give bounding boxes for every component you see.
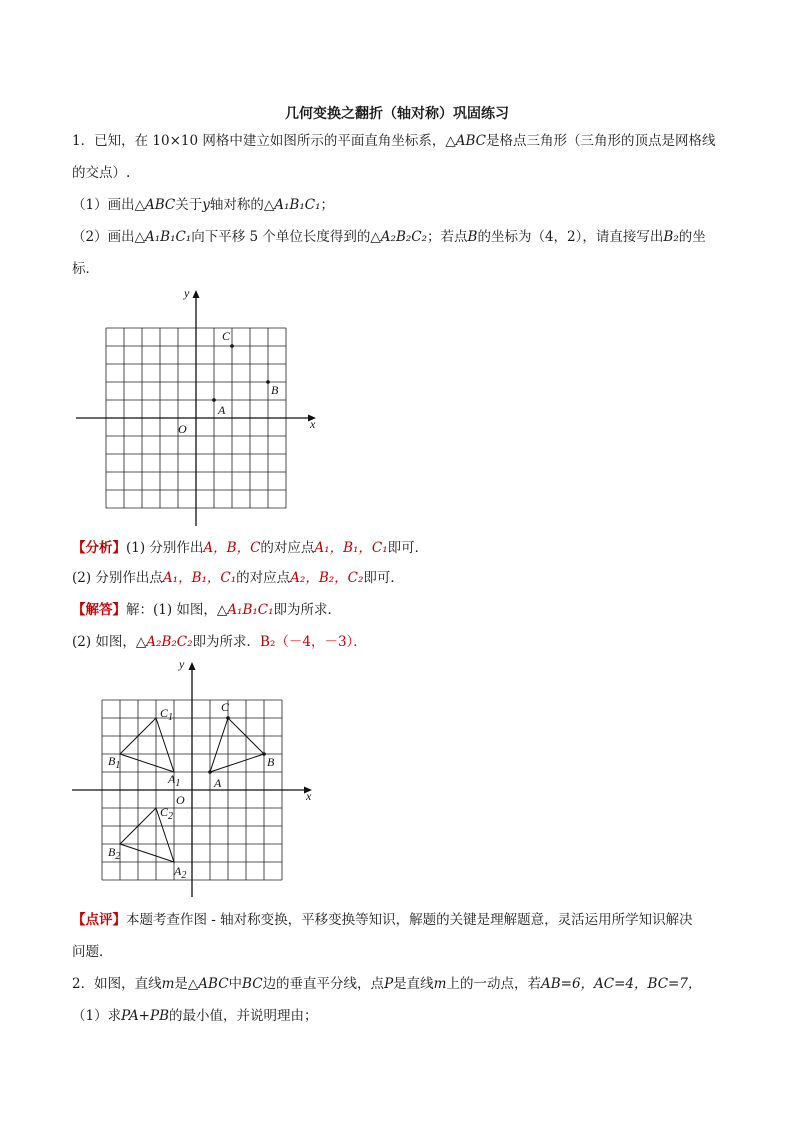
label-b: B xyxy=(267,755,275,769)
label-b1: $B_1$ xyxy=(108,754,121,771)
y-axis-arrow-icon xyxy=(189,662,196,670)
q2-stem: 2．如图，直线m是△ABC中BC边的垂直平分线，点P是直线m上的一动点，若AB=6，AC=4，BC=7， xyxy=(72,976,702,992)
analysis-line1: 【分析】(1) 分别作出A，B，C的对应点A₁，B₁，C₁即可． xyxy=(72,540,429,556)
analysis-tag: 【分析】 xyxy=(72,540,126,556)
origin-label: O xyxy=(176,793,185,807)
point-a xyxy=(212,398,216,402)
q2-part1: （1）求PA+PB的最小值，并说明理由； xyxy=(72,1008,318,1024)
q1-stem: 1．已知，在 10×10 网格中建立如图所示的平面直角坐标系，△ABC是格点三角形（三角形的顶点是网格线 xyxy=(72,133,716,149)
point-b xyxy=(262,752,266,756)
comment-tag: 【点评】 xyxy=(72,912,126,928)
point-c xyxy=(226,716,230,720)
triangle-a1b1c1 xyxy=(120,718,174,772)
solution-tag: 【解答】 xyxy=(72,602,126,618)
label-c: C xyxy=(221,700,230,714)
point-b xyxy=(266,380,270,384)
label-a1: $A_1$ xyxy=(168,772,181,789)
point-c xyxy=(230,344,234,348)
label-c: C xyxy=(222,329,231,343)
origin-label: O xyxy=(178,422,187,436)
label-a2: $A_2$ xyxy=(174,864,187,881)
label-c1: $C_1$ xyxy=(160,706,174,723)
point-a xyxy=(208,770,212,774)
q1-part1: （1）画出△ABC关于y轴对称的△A₁B₁C₁； xyxy=(72,197,335,213)
label-a: A xyxy=(214,776,222,790)
x-axis-label: x xyxy=(306,789,312,803)
triangle-abc xyxy=(210,718,264,772)
x-axis-label: x xyxy=(310,417,316,431)
figure-2-grid xyxy=(66,655,326,903)
y-axis-label: y xyxy=(179,657,185,671)
q1-part2-line2: 标． xyxy=(72,261,99,277)
solution-line1: 【解答】解：(1) 如图，△A₁B₁C₁即为所求． xyxy=(72,602,342,618)
page-title: 几何变换之翻折（轴对称）巩固练习 xyxy=(285,106,509,122)
label-a: A xyxy=(218,403,226,417)
y-axis-arrow-icon xyxy=(193,290,200,298)
y-axis-label: y xyxy=(184,286,190,300)
label-c2: $C_2$ xyxy=(160,805,174,822)
label-b: B xyxy=(271,383,279,397)
solution-line2: (2) 如图，△A₂B₂C₂即为所求．B₂（－4，－3）． xyxy=(72,634,367,650)
comment-line2: 问题． xyxy=(72,944,113,960)
comment-line1: 【点评】本题考查作图 - 轴对称变换，平移变换等知识，解题的关键是理解题意，灵活运用所学知识解决 xyxy=(72,912,693,928)
q1-part2: （2）画出△A₁B₁C₁向下平移 5 个单位长度得到的△A₂B₂C₂；若点B的坐标为（4，2），请直接写出B₂的坐 xyxy=(72,229,706,245)
figure-1-grid xyxy=(70,282,330,532)
label-b2: $B_2$ xyxy=(108,845,121,862)
q1-stem-line2: 的交点）. xyxy=(72,165,131,181)
analysis-line2: (2) 分别作出点A₁，B₁，C₁的对应点A₂，B₂，C₂即可． xyxy=(72,570,404,586)
